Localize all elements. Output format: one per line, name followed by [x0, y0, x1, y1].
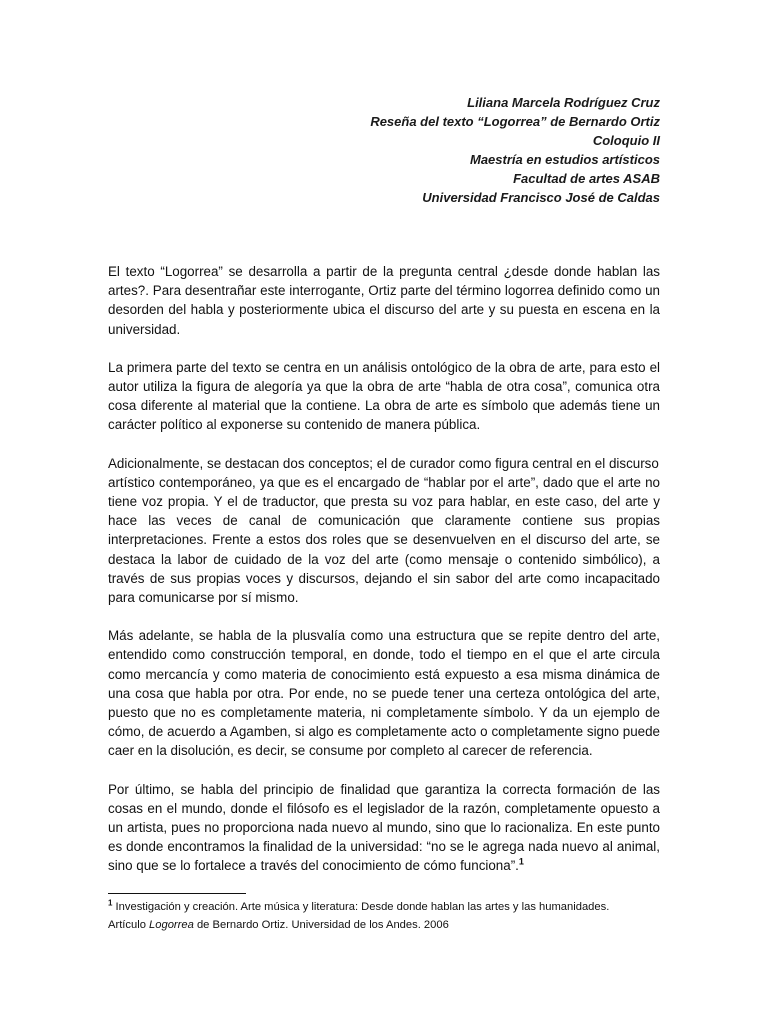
header-review-title: Reseña del texto “Logorrea” de Bernardo Ortiz — [370, 114, 660, 129]
paragraph-3-first-line: Adicionalmente, se destacan dos conceptos; el de curador como figura central en el discurso — [108, 455, 659, 471]
footnote-article-prefix: Artículo — [108, 919, 150, 931]
document-body — [108, 262, 660, 876]
paragraph-3-rest: artístico contemporáneo, ya que es el encargado de “hablar por el arte”, dado que el arte no tiene voz propia. Y el de traductor, que presta su voz para hablar, en este caso, del arte y hace las veces de canal de comunicación que claramente contiene sus propias interpretaciones. Frente a estos dos roles que se desenvuelven en el discurso del arte, se destaca la labor de cuidado de la voz del arte (como mensaje o contenido simbólico), a través de sus propias voces y discursos, dejando el sin sabor del arte como incapacitado para comunicarse por sí mismo. — [108, 474, 660, 606]
footnote-line-2 — [108, 916, 668, 934]
paragraph-5 — [108, 780, 660, 876]
author-header — [300, 93, 660, 207]
footnote-source: Investigación y creación. Arte música y literatura: Desde donde hablan las artes y las humanidades. — [112, 901, 610, 913]
header-university: Universidad Francisco José de Caldas — [422, 190, 660, 205]
header-author-name: Liliana Marcela Rodríguez Cruz — [467, 95, 660, 110]
footnote-article-title: Logorrea — [149, 919, 194, 931]
footnote-line-1 — [108, 898, 668, 916]
paragraph-5-text: Por último, se habla del principio de finalidad que garantiza la correcta formación de las cosas en el mundo, donde el filósofo es el legislador de la razón, completamente opuesto a un artista, pues no proporciona nada nuevo al mundo, sino que lo racionaliza. En este punto es donde encontramos la finalidad de la universidad: “no se le agrega nada nuevo al animal, sino que se lo fortalece a través del conocimiento de cómo funciona”. — [108, 781, 660, 874]
footnote-article-suffix: de Bernardo Ortiz. Universidad de los Andes. 2006 — [193, 919, 449, 931]
paragraph-4: Más adelante, se habla de la plusvalía como una estructura que se repite dentro del arte, entendido como construcción temporal, en donde, todo el tiempo en el que el arte circula como mercancía y como materia de conocimiento está expuesto a esa misma dinámica de una cosa que habla por otra. Por ende, no se puede tener una certeza ontológica del arte, puesto que no es completamente materia, ni completamente símbolo. Y da un ejemplo de cómo, de acuerdo a Agamben, si algo es completamente acto o completamente signo puede caer en la disolución, es decir, se consume por completo al carecer de referencia. — [108, 628, 660, 759]
footnote-number: 1 — [108, 898, 113, 908]
paragraph-3 — [108, 454, 660, 608]
footnote-reference: 1 — [518, 857, 524, 868]
paragraph-2: La primera parte del texto se centra en un análisis ontológico de la obra de arte, para esto el autor utiliza la figura de alegoría ya que la obra de arte “habla de otra cosa”, comunica otra cosa diferente al material que la contiene. La obra de arte es símbolo que además tiene un carácter político al exponerse su contenido de manera pública. — [108, 359, 660, 433]
footnote — [108, 898, 668, 934]
footnote-separator — [108, 893, 246, 894]
header-faculty: Facultad de artes ASAB — [513, 171, 660, 186]
header-program: Maestría en estudios artísticos — [469, 152, 660, 167]
header-course: Coloquio II — [592, 133, 660, 148]
paragraph-1: El texto “Logorrea” se desarrolla a partir de la pregunta central ¿desde donde hablan las artes?. Para desentrañar este interrogante, Ortiz parte del término logorrea definido como un desorden del habla y posteriormente ubica el discurso del arte y su puesta en escena en la universidad. — [108, 264, 660, 337]
